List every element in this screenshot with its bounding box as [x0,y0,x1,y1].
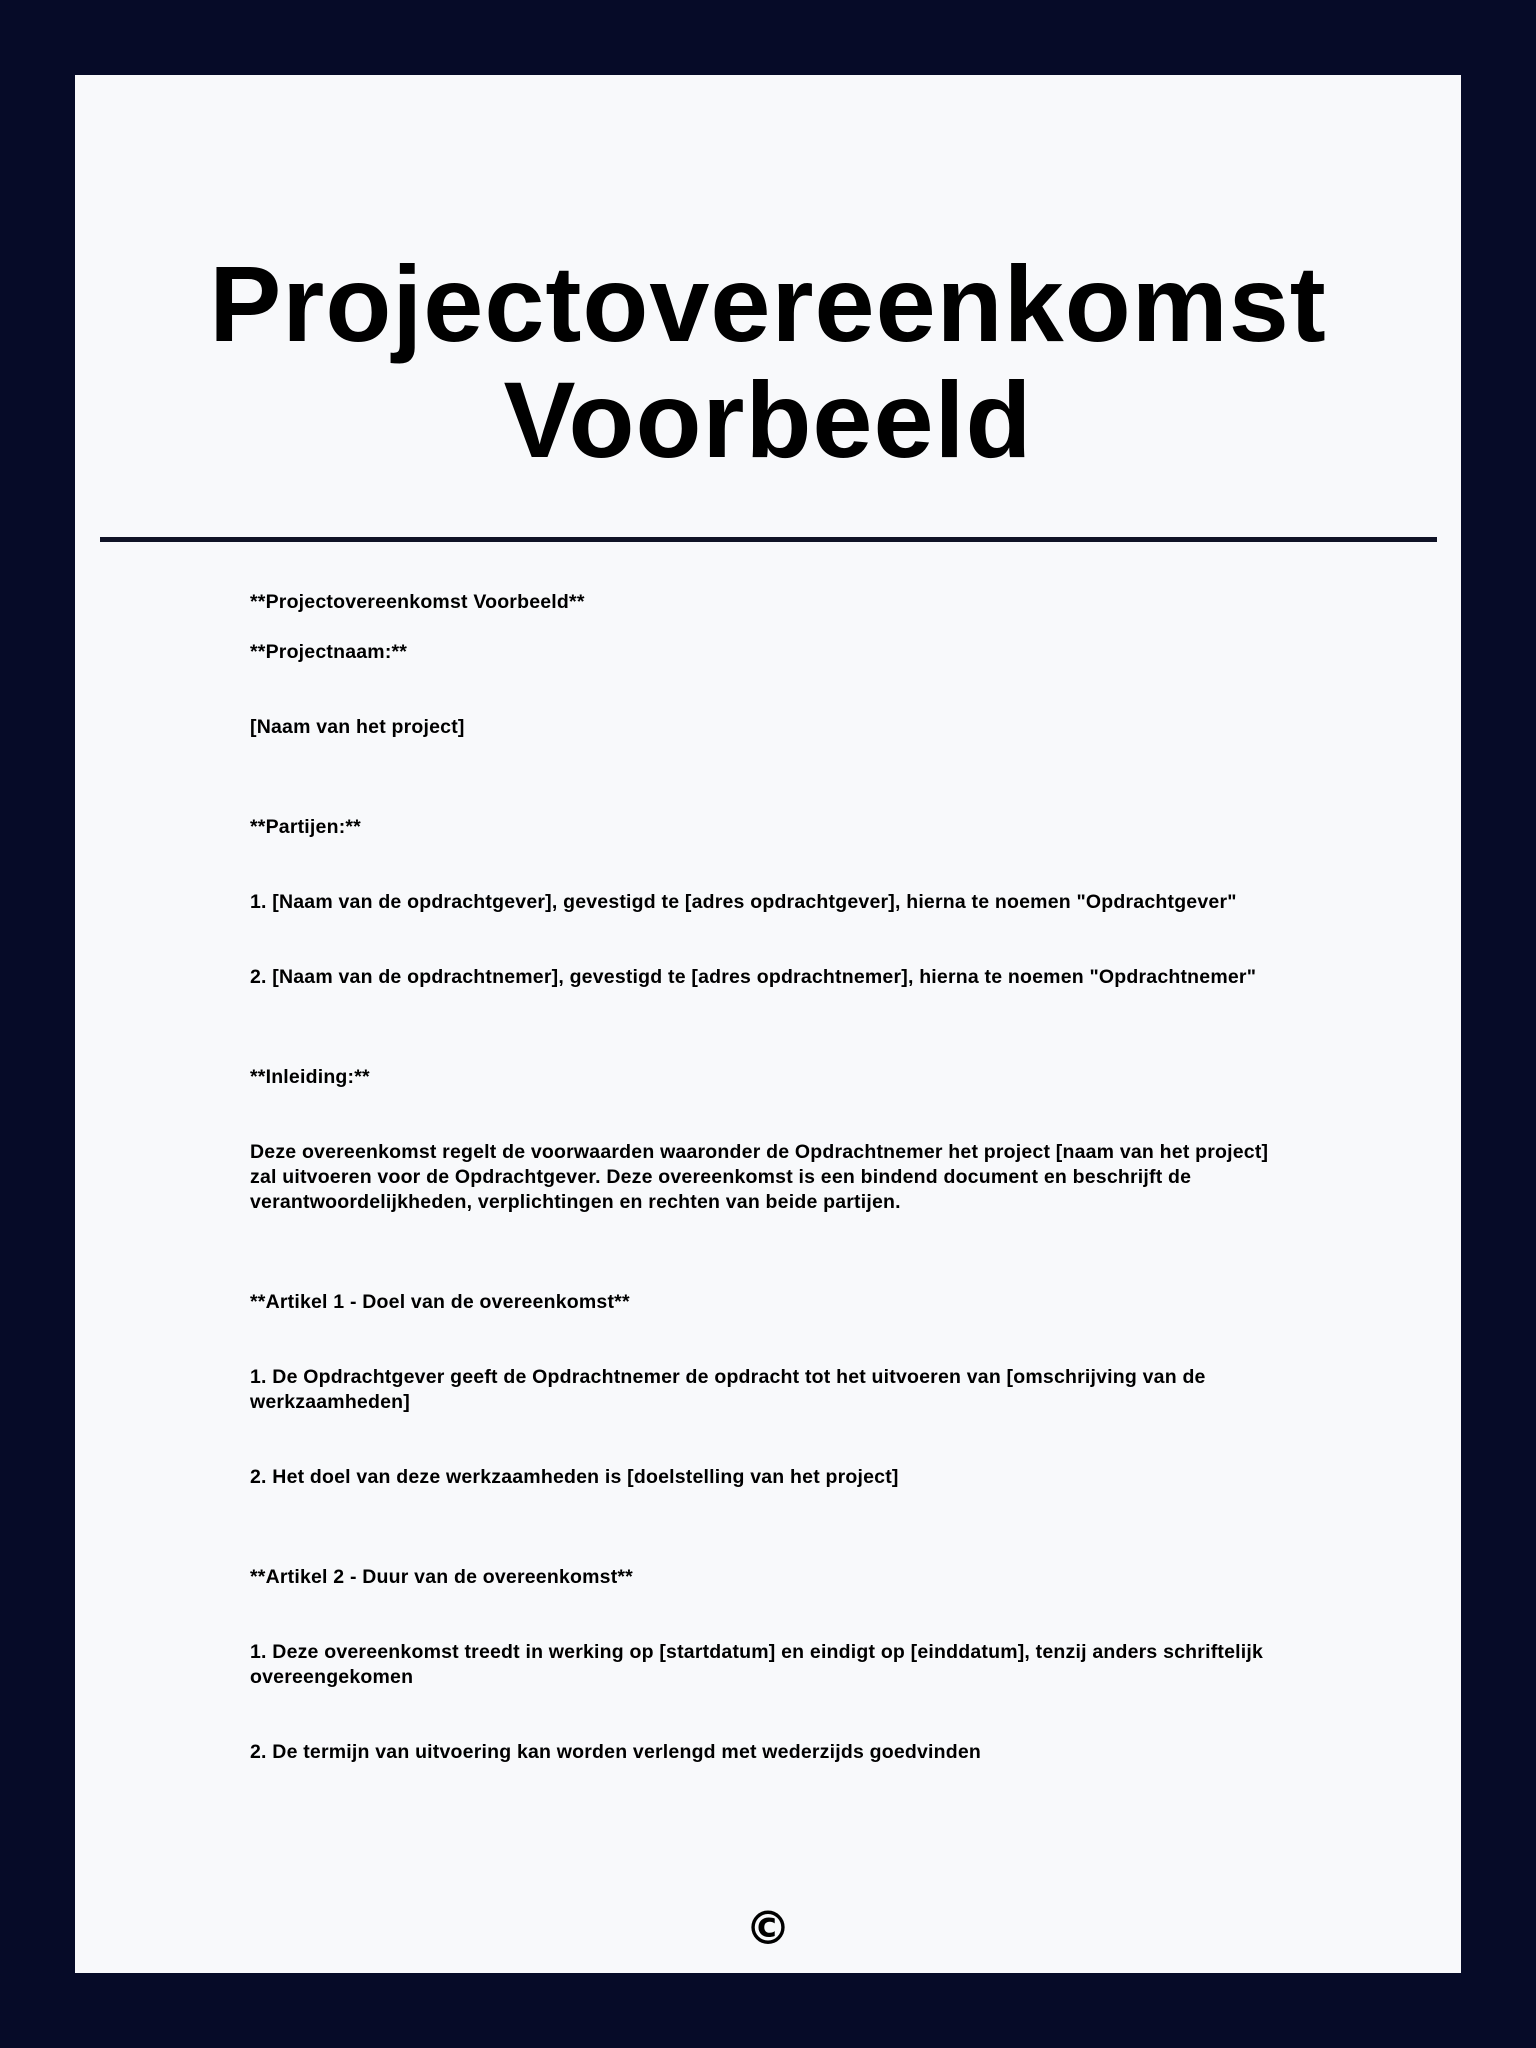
inleiding-text: Deze overeenkomst regelt de voorwaarden waaronder de Opdrachtnemer het project [naam van het project] zal uitvoeren voor de Opdrachtgever. Deze overeenkomst is een bindend document en beschrijft de verantwoordelijkheden, verplichtingen en rechten van beide partijen. [250,1141,1269,1213]
copyright-icon: © [745,1901,791,1955]
document-heading: **Projectovereenkomst Voorbeeld** [250,591,585,613]
artikel-1-item-2: 2. Het doel van deze werkzaamheden is [doelstelling van het project] [250,1466,899,1488]
projectnaam-value: [Naam van het project] [250,716,465,738]
title-line-2: Voorbeeld [503,359,1033,480]
title-line-1: Projectovereenkomst [209,243,1327,364]
partij-1: 1. [Naam van de opdrachtgever], gevestigd te [adres opdrachtgever], hierna te noemen "Opdrachtgever" [250,891,1237,913]
document-title [0,243,1536,480]
partijen-heading: **Partijen:** [250,816,361,838]
artikel-2-item-1: 1. Deze overeenkomst treedt in werking op [startdatum] en eindigt op [einddatum], tenzij anders schriftelijk overeengekomen [250,1641,1264,1688]
inleiding-heading: **Inleiding:** [250,1066,370,1088]
title-divider [100,537,1437,542]
artikel-2-item-2: 2. De termijn van uitvoering kan worden verlengd met wederzijds goedvinden [250,1741,982,1763]
projectnaam-heading: **Projectnaam:** [250,641,408,663]
partij-2: 2. [Naam van de opdrachtnemer], gevestigd te [adres opdrachtnemer], hierna te noemen "Opdrachtnemer" [250,966,1257,988]
artikel-2-heading: **Artikel 2 - Duur van de overeenkomst** [250,1566,633,1588]
artikel-1-item-1: 1. De Opdrachtgever geeft de Opdrachtnemer de opdracht tot het uitvoeren van [omschrijving van de werkzaamheden] [250,1366,1206,1413]
artikel-1-heading: **Artikel 1 - Doel van de overeenkomst** [250,1291,630,1313]
